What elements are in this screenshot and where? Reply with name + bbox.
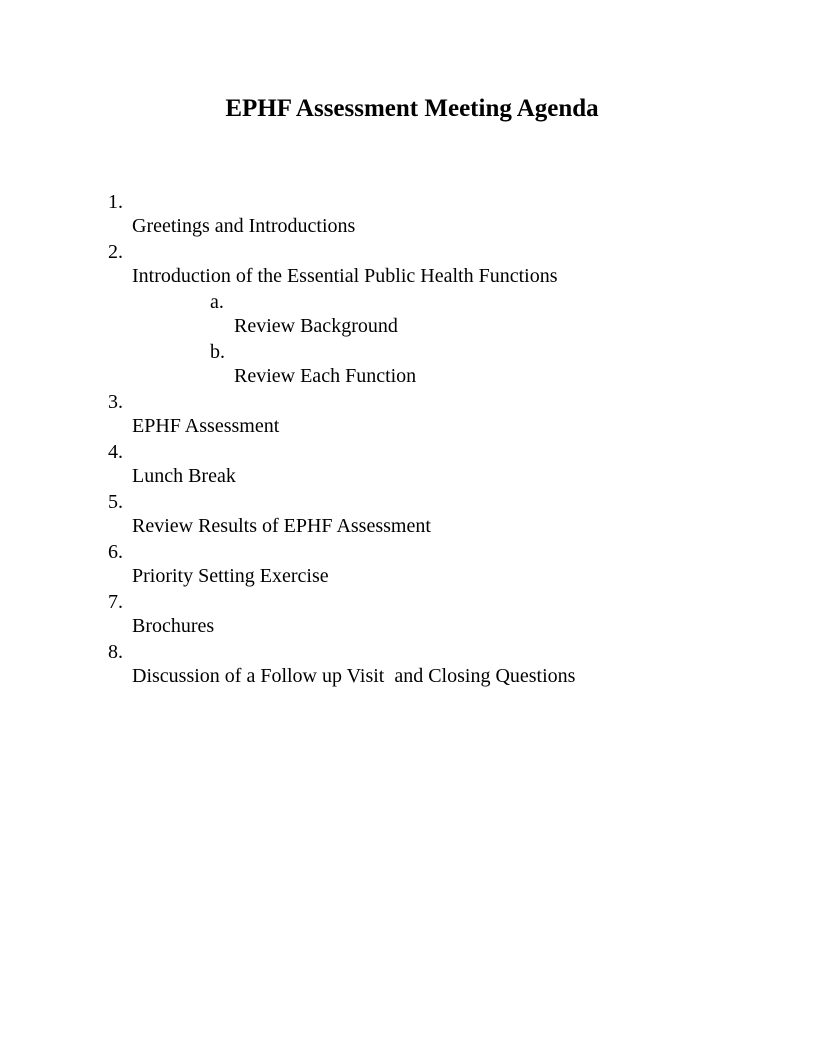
item-letter: b. — [210, 341, 225, 363]
item-number: 1. — [108, 191, 123, 213]
item-letter: a. — [210, 291, 224, 313]
item-number: 3. — [108, 391, 123, 413]
item-number: 8. — [108, 641, 123, 663]
item-number: 7. — [108, 591, 123, 613]
item-number: 6. — [108, 541, 123, 563]
item-text: Review Background — [234, 315, 398, 337]
item-text: Priority Setting Exercise — [132, 565, 329, 587]
item-text: Discussion of a Follow up Visit and Closing Questions — [132, 665, 576, 687]
item-text: Introduction of the Essential Public Health Functions — [132, 265, 558, 287]
item-number: 2. — [108, 241, 123, 263]
item-text: Greetings and Introductions — [132, 215, 356, 237]
item-text: Review Results of EPHF Assessment — [132, 515, 431, 537]
item-text: Review Each Function — [234, 365, 417, 387]
item-number: 4. — [108, 441, 123, 463]
page-title: EPHF Assessment Meeting Agenda — [225, 95, 599, 122]
item-text: EPHF Assessment — [132, 415, 280, 437]
item-number: 5. — [108, 491, 123, 513]
item-text: Brochures — [132, 615, 215, 637]
item-text: Lunch Break — [132, 465, 236, 487]
